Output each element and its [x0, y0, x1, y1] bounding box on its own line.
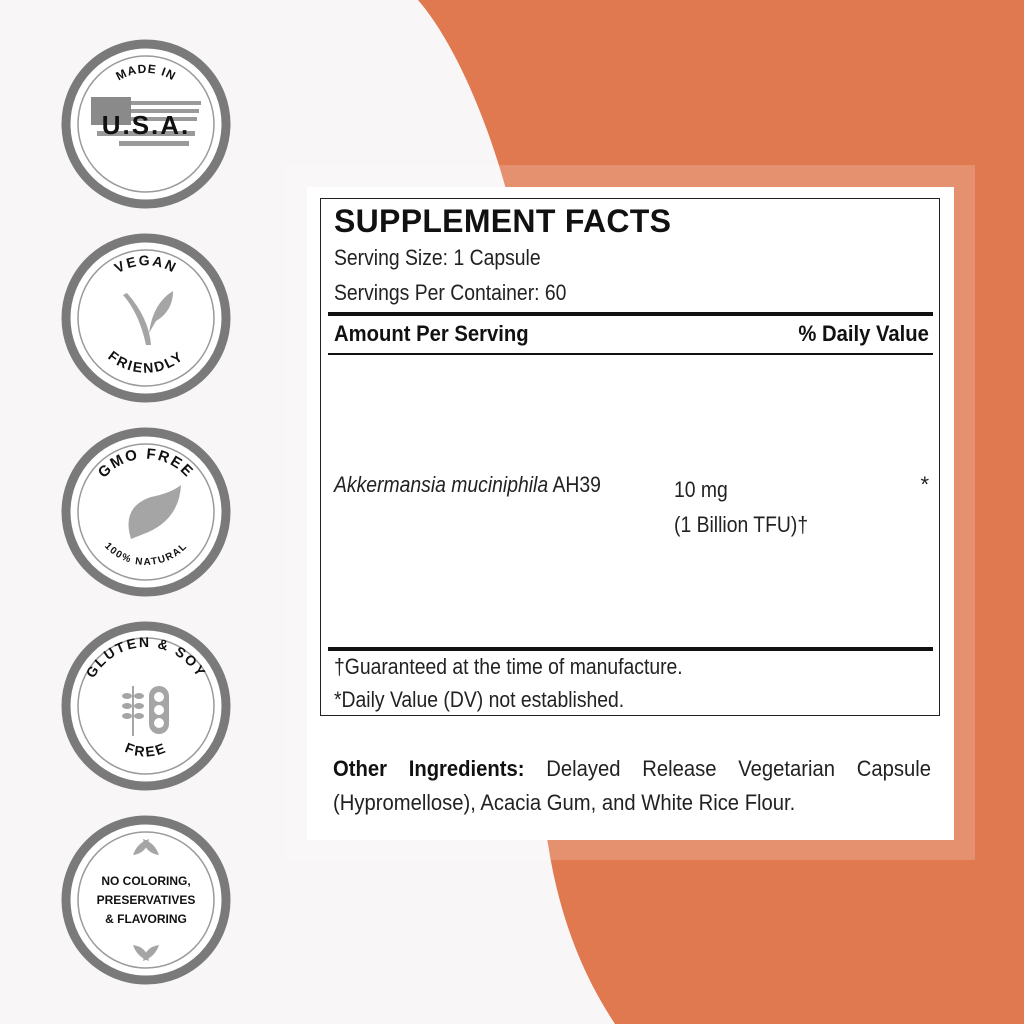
amount-per-serving-header: Amount Per Serving [334, 321, 529, 346]
svg-text:U.S.A.: U.S.A. [101, 110, 191, 140]
ingredient-strain: AH39 [548, 472, 601, 497]
ingredient-species: Akkermansia muciniphila [334, 472, 549, 497]
other-ingredients-label: Other Ingredients: [333, 756, 525, 781]
made-in-usa-badge [61, 39, 231, 209]
svg-text:100% NATURAL: 100% NATURAL [102, 540, 190, 569]
gmo-free-badge [61, 427, 231, 597]
other-ingredients [333, 752, 931, 820]
ingredient-name [334, 472, 601, 498]
svg-text:MADE IN: MADE IN [113, 61, 179, 84]
facts-title: SUPPLEMENT FACTS [334, 203, 672, 239]
ingredient-tfu: (1 Billion TFU)† [674, 512, 809, 537]
svg-text:FREE: FREE [122, 739, 170, 760]
ingredient-amount [674, 472, 808, 542]
serving-size: Serving Size: 1 Capsule [334, 245, 541, 270]
vegan-friendly-badge [61, 233, 231, 403]
svg-text:GMO FREE: GMO FREE [94, 445, 198, 482]
svg-text:FRIENDLY: FRIENDLY [105, 347, 187, 376]
footnote-daily-value: *Daily Value (DV) not established. [334, 687, 625, 712]
svg-text:PRESERVATIVES: PRESERVATIVES [96, 893, 196, 907]
svg-text:NO COLORING,: NO COLORING, [101, 874, 191, 888]
thin-divider [328, 353, 933, 355]
supplement-facts-table [320, 198, 940, 716]
ingredient-daily-value: * [920, 472, 929, 497]
other-ingredients-text: Delayed Release Vegetarian Capsule (Hypromellose), Acacia Gum, and White Rice Flour. [333, 756, 931, 815]
thick-divider [328, 312, 933, 316]
svg-text:& FLAVORING: & FLAVORING [105, 912, 187, 926]
gluten-soy-free-badge [61, 621, 231, 791]
daily-value-header: % Daily Value [798, 321, 929, 346]
svg-text:VEGAN: VEGAN [111, 252, 181, 277]
no-additives-badge [61, 815, 231, 985]
footnote-guaranteed: †Guaranteed at the time of manufacture. [334, 654, 683, 679]
thick-divider-bottom [328, 647, 933, 651]
svg-text:GLUTEN & SOY: GLUTEN & SOY [82, 633, 210, 681]
servings-per-container: Servings Per Container: 60 [334, 280, 567, 305]
ingredient-mg: 10 mg [674, 477, 728, 502]
